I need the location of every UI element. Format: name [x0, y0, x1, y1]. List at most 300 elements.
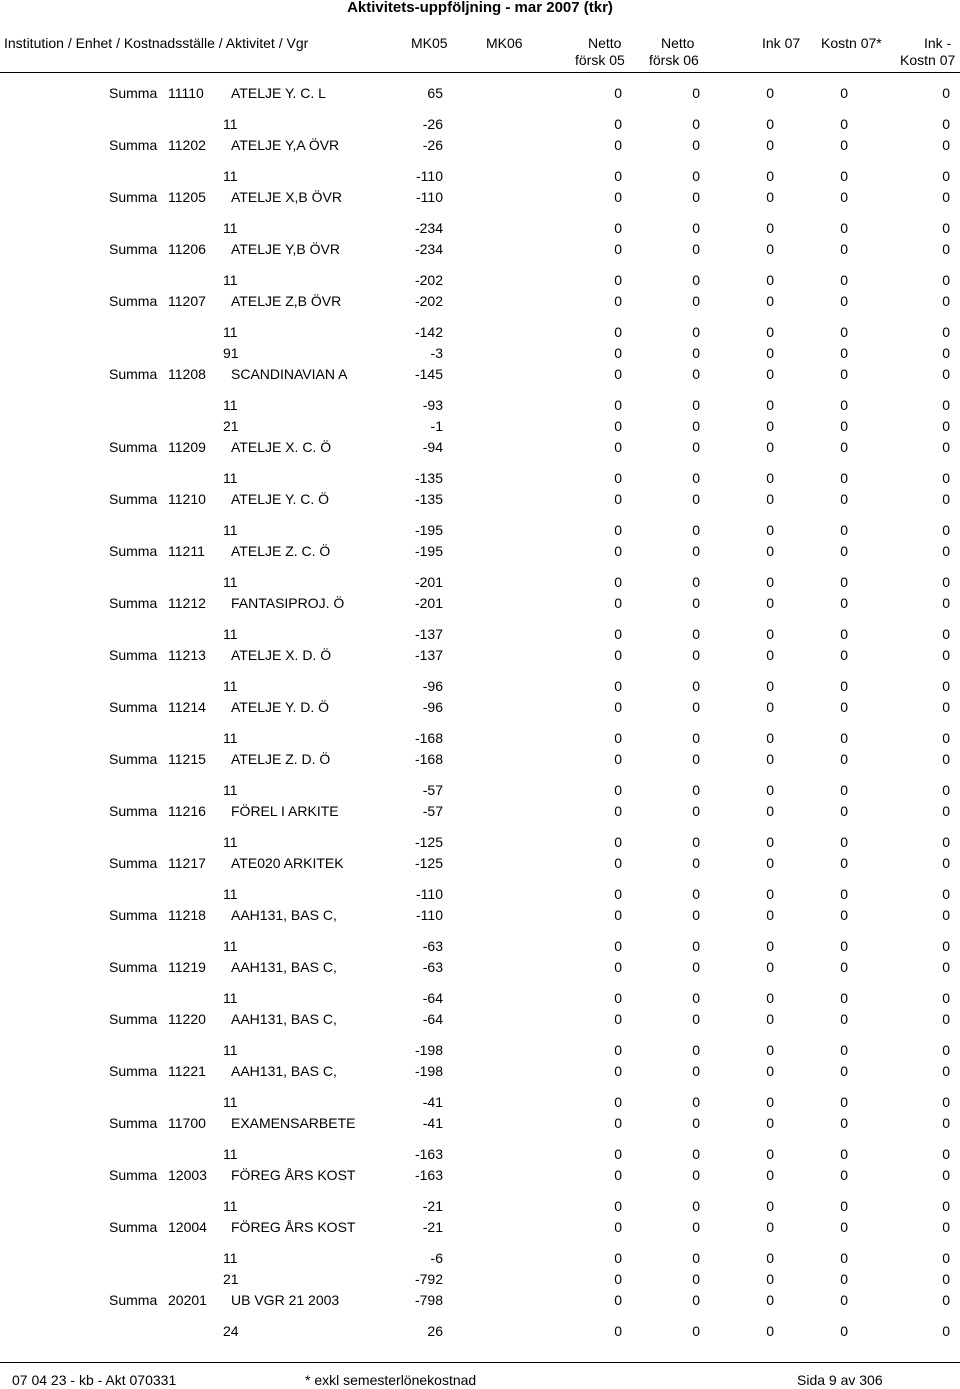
- vgr-code: 11: [223, 168, 238, 184]
- value-cell: 0: [766, 470, 774, 486]
- value-cell: 0: [692, 491, 700, 507]
- vgr-code: 11: [223, 397, 238, 413]
- value-cell: 0: [692, 855, 700, 871]
- value-cell: 0: [766, 397, 774, 413]
- row-label: Summa: [109, 137, 158, 153]
- detail-row: [0, 729, 960, 747]
- row-label: Summa: [109, 595, 158, 611]
- summary-row: [0, 136, 960, 154]
- value-cell: 0: [766, 959, 774, 975]
- value-cell: 0: [692, 1011, 700, 1027]
- value-cell: 0: [942, 855, 950, 871]
- value-cell: 0: [840, 1271, 848, 1287]
- summary-row: [0, 698, 960, 716]
- vgr-code: 11: [223, 470, 238, 486]
- mk05-value: 26: [427, 1323, 443, 1339]
- value-cell: 0: [840, 1323, 848, 1339]
- value-cell: 0: [942, 1063, 950, 1079]
- value-cell: 0: [840, 1115, 848, 1131]
- mk05-value: -57: [422, 782, 443, 798]
- value-cell: 0: [840, 522, 848, 538]
- detail-row: [0, 833, 960, 851]
- mk05-value: -57: [422, 803, 443, 819]
- value-cell: 0: [614, 1167, 622, 1183]
- value-cell: 0: [942, 1250, 950, 1266]
- row-label: Summa: [109, 1219, 158, 1235]
- value-cell: 0: [766, 220, 774, 236]
- detail-row: [0, 417, 960, 435]
- row-description: ATELJE X,B ÖVR: [231, 189, 342, 205]
- value-cell: 0: [614, 1198, 622, 1214]
- vgr-code: 24: [223, 1323, 239, 1339]
- value-cell: 0: [766, 345, 774, 361]
- value-cell: 0: [766, 990, 774, 1006]
- value-cell: 0: [692, 1167, 700, 1183]
- value-cell: 0: [614, 730, 622, 746]
- detail-row: [0, 1322, 960, 1340]
- detail-row: [0, 1093, 960, 1111]
- value-cell: 0: [766, 751, 774, 767]
- row-label: Summa: [109, 1063, 158, 1079]
- value-cell: 0: [840, 730, 848, 746]
- vgr-code: 21: [223, 418, 239, 434]
- mk05-value: -64: [422, 1011, 443, 1027]
- value-cell: 0: [942, 1167, 950, 1183]
- value-cell: 0: [942, 116, 950, 132]
- value-cell: 0: [942, 1198, 950, 1214]
- summary-row: [0, 490, 960, 508]
- value-cell: 0: [692, 137, 700, 153]
- row-description: SCANDINAVIAN A: [231, 366, 348, 382]
- value-cell: 0: [692, 366, 700, 382]
- value-cell: 0: [692, 1271, 700, 1287]
- value-cell: 0: [942, 1323, 950, 1339]
- detail-row: [0, 885, 960, 903]
- value-cell: 0: [840, 418, 848, 434]
- value-cell: 0: [692, 907, 700, 923]
- summary-row: [0, 646, 960, 664]
- row-label: Summa: [109, 366, 158, 382]
- value-cell: 0: [766, 595, 774, 611]
- row-label: Summa: [109, 85, 158, 101]
- value-cell: 0: [614, 137, 622, 153]
- value-cell: 0: [942, 491, 950, 507]
- value-cell: 0: [692, 1063, 700, 1079]
- value-cell: 0: [766, 1271, 774, 1287]
- header-kostn07: Kostn 07*: [821, 35, 882, 51]
- detail-row: [0, 167, 960, 185]
- value-cell: 0: [840, 85, 848, 101]
- mk05-value: -125: [414, 855, 443, 871]
- value-cell: 0: [692, 699, 700, 715]
- value-cell: 0: [692, 220, 700, 236]
- value-cell: 0: [766, 730, 774, 746]
- value-cell: 0: [766, 137, 774, 153]
- value-cell: 0: [942, 366, 950, 382]
- mk05-value: -168: [414, 751, 443, 767]
- value-cell: 0: [942, 397, 950, 413]
- value-cell: 0: [942, 439, 950, 455]
- cost-center-code: 11219: [168, 959, 206, 975]
- value-cell: 0: [766, 834, 774, 850]
- mk05-value: -26: [422, 137, 443, 153]
- value-cell: 0: [692, 418, 700, 434]
- vgr-code: 11: [223, 626, 238, 642]
- mk05-value: -96: [422, 699, 443, 715]
- value-cell: 0: [942, 470, 950, 486]
- value-cell: 0: [942, 324, 950, 340]
- mk05-value: -135: [414, 470, 443, 486]
- row-label: Summa: [109, 189, 158, 205]
- value-cell: 0: [692, 85, 700, 101]
- row-label: Summa: [109, 1292, 158, 1308]
- value-cell: 0: [614, 345, 622, 361]
- mk05-value: -93: [422, 397, 443, 413]
- value-cell: 0: [766, 1115, 774, 1131]
- value-cell: 0: [614, 907, 622, 923]
- value-cell: 0: [840, 137, 848, 153]
- mk05-value: -234: [414, 241, 443, 257]
- vgr-code: 11: [223, 116, 238, 132]
- value-cell: 0: [766, 324, 774, 340]
- row-description: UB VGR 21 2003: [231, 1292, 340, 1308]
- value-cell: 0: [614, 595, 622, 611]
- value-cell: 0: [766, 491, 774, 507]
- value-cell: 0: [840, 574, 848, 590]
- value-cell: 0: [692, 1323, 700, 1339]
- value-cell: 0: [692, 272, 700, 288]
- value-cell: 0: [942, 543, 950, 559]
- value-cell: 0: [942, 137, 950, 153]
- mk05-value: -195: [414, 522, 443, 538]
- row-description: ATELJE Y. C. L: [231, 85, 326, 101]
- value-cell: 0: [840, 470, 848, 486]
- detail-row: [0, 625, 960, 643]
- summary-row: [0, 802, 960, 820]
- value-cell: 0: [840, 699, 848, 715]
- row-description: FÖREL I ARKITE: [231, 803, 339, 819]
- value-cell: 0: [840, 397, 848, 413]
- value-cell: 0: [840, 1198, 848, 1214]
- value-cell: 0: [692, 470, 700, 486]
- value-cell: 0: [840, 168, 848, 184]
- vgr-code: 11: [223, 522, 238, 538]
- value-cell: 0: [614, 647, 622, 663]
- value-cell: 0: [692, 1146, 700, 1162]
- value-cell: 0: [766, 678, 774, 694]
- summary-row: [0, 84, 960, 102]
- detail-row: [0, 1145, 960, 1163]
- mk05-value: -201: [414, 574, 443, 590]
- header-inkkostn-line2: Kostn 07: [900, 52, 956, 68]
- mk05-value: -234: [414, 220, 443, 236]
- value-cell: 0: [766, 189, 774, 205]
- value-cell: 0: [614, 1219, 622, 1235]
- value-cell: 0: [840, 1042, 848, 1058]
- summary-row: [0, 958, 960, 976]
- summary-row: [0, 1062, 960, 1080]
- value-cell: 0: [614, 543, 622, 559]
- value-cell: 0: [840, 1250, 848, 1266]
- value-cell: 0: [766, 272, 774, 288]
- mk05-value: -41: [422, 1115, 443, 1131]
- row-label: Summa: [109, 439, 158, 455]
- mk05-value: -110: [416, 168, 443, 184]
- summary-row: [0, 1218, 960, 1236]
- footer-divider: [0, 1362, 960, 1363]
- value-cell: 0: [840, 855, 848, 871]
- cost-center-code: 11206: [168, 241, 206, 257]
- mk05-value: -3: [430, 345, 443, 361]
- value-cell: 0: [840, 834, 848, 850]
- detail-row: [0, 521, 960, 539]
- value-cell: 0: [766, 1323, 774, 1339]
- value-cell: 0: [614, 272, 622, 288]
- vgr-code: 91: [223, 345, 239, 361]
- row-description: ATELJE Y,B ÖVR: [231, 241, 340, 257]
- value-cell: 0: [840, 803, 848, 819]
- value-cell: 0: [692, 678, 700, 694]
- value-cell: 0: [840, 491, 848, 507]
- summary-row: [0, 854, 960, 872]
- row-description: ATELJE X. C. Ö: [231, 439, 332, 455]
- value-cell: 0: [942, 1292, 950, 1308]
- value-cell: 0: [692, 543, 700, 559]
- vgr-code: 11: [223, 730, 238, 746]
- value-cell: 0: [942, 189, 950, 205]
- row-label: Summa: [109, 1115, 158, 1131]
- vgr-code: 11: [223, 1146, 238, 1162]
- summary-row: [0, 188, 960, 206]
- value-cell: 0: [840, 1167, 848, 1183]
- row-description: FANTASIPROJ. Ö: [231, 595, 345, 611]
- value-cell: 0: [942, 626, 950, 642]
- summary-row: [0, 1291, 960, 1309]
- row-label: Summa: [109, 699, 158, 715]
- value-cell: 0: [942, 803, 950, 819]
- detail-row: [0, 937, 960, 955]
- cost-center-code: 11216: [168, 803, 206, 819]
- mk05-value: -125: [414, 834, 443, 850]
- summary-row: [0, 1166, 960, 1184]
- mk05-value: -798: [414, 1292, 443, 1308]
- value-cell: 0: [614, 241, 622, 257]
- value-cell: 0: [692, 1250, 700, 1266]
- cost-center-code: 11214: [168, 699, 206, 715]
- value-cell: 0: [614, 938, 622, 954]
- mk05-value: -1: [430, 418, 443, 434]
- row-description: ATELJE Z,B ÖVR: [231, 293, 342, 309]
- value-cell: 0: [942, 1146, 950, 1162]
- value-cell: 0: [614, 751, 622, 767]
- mk05-value: -163: [414, 1167, 443, 1183]
- value-cell: 0: [692, 439, 700, 455]
- value-cell: 0: [840, 1094, 848, 1110]
- value-cell: 0: [692, 782, 700, 798]
- value-cell: 0: [692, 959, 700, 975]
- row-label: Summa: [109, 647, 158, 663]
- value-cell: 0: [840, 959, 848, 975]
- value-cell: 0: [692, 647, 700, 663]
- vgr-code: 11: [223, 678, 238, 694]
- value-cell: 0: [766, 543, 774, 559]
- value-cell: 0: [766, 1167, 774, 1183]
- value-cell: 0: [942, 647, 950, 663]
- value-cell: 0: [766, 85, 774, 101]
- value-cell: 0: [942, 886, 950, 902]
- mk05-value: -135: [414, 491, 443, 507]
- cost-center-code: 11213: [168, 647, 206, 663]
- mk05-value: -110: [416, 907, 443, 923]
- value-cell: 0: [840, 1146, 848, 1162]
- value-cell: 0: [942, 1115, 950, 1131]
- value-cell: 0: [614, 1011, 622, 1027]
- mk05-value: -63: [422, 959, 443, 975]
- detail-row: [0, 1270, 960, 1288]
- vgr-code: 11: [223, 1250, 238, 1266]
- value-cell: 0: [614, 782, 622, 798]
- value-cell: 0: [766, 241, 774, 257]
- mk05-value: -110: [416, 886, 443, 902]
- value-cell: 0: [766, 1063, 774, 1079]
- mk05-value: -168: [414, 730, 443, 746]
- summary-row: [0, 365, 960, 383]
- value-cell: 0: [942, 1219, 950, 1235]
- value-cell: 0: [840, 1011, 848, 1027]
- value-cell: 0: [840, 647, 848, 663]
- value-cell: 0: [840, 907, 848, 923]
- value-cell: 0: [766, 439, 774, 455]
- value-cell: 0: [942, 293, 950, 309]
- value-cell: 0: [942, 220, 950, 236]
- value-cell: 0: [840, 345, 848, 361]
- value-cell: 0: [942, 595, 950, 611]
- value-cell: 0: [840, 189, 848, 205]
- footer-center: * exkl semesterlönekostnad: [305, 1372, 477, 1388]
- mk05-value: -202: [414, 272, 443, 288]
- value-cell: 0: [692, 522, 700, 538]
- value-cell: 0: [692, 241, 700, 257]
- value-cell: 0: [692, 168, 700, 184]
- summary-row: [0, 1114, 960, 1132]
- report-title: Aktivitets-uppföljning - mar 2007 (tkr): [347, 0, 613, 16]
- value-cell: 0: [692, 730, 700, 746]
- row-description: ATELJE Y. D. Ö: [231, 699, 330, 715]
- value-cell: 0: [942, 907, 950, 923]
- mk05-value: -21: [422, 1219, 443, 1235]
- mk05-value: -145: [414, 366, 443, 382]
- value-cell: 0: [942, 730, 950, 746]
- value-cell: 0: [614, 418, 622, 434]
- header-mk06: MK06: [486, 35, 523, 51]
- value-cell: 0: [614, 397, 622, 413]
- value-cell: 0: [614, 470, 622, 486]
- value-cell: 0: [614, 324, 622, 340]
- value-cell: 0: [942, 834, 950, 850]
- cost-center-code: 11205: [168, 189, 206, 205]
- footer-left: 07 04 23 - kb - Akt 070331: [12, 1372, 177, 1388]
- summary-row: [0, 906, 960, 924]
- value-cell: 0: [766, 1219, 774, 1235]
- value-cell: 0: [614, 522, 622, 538]
- value-cell: 0: [840, 1063, 848, 1079]
- value-cell: 0: [942, 241, 950, 257]
- row-description: ATELJE Z. C. Ö: [231, 543, 331, 559]
- row-description: ATELJE Y. C. Ö: [231, 491, 330, 507]
- vgr-code: 11: [223, 938, 238, 954]
- mk05-value: -201: [414, 595, 443, 611]
- header-group: Institution / Enhet / Kostnadsställe / Aktivitet / Vgr: [4, 35, 309, 51]
- value-cell: 0: [766, 647, 774, 663]
- value-cell: 0: [614, 85, 622, 101]
- value-cell: 0: [766, 1042, 774, 1058]
- mk05-value: -142: [414, 324, 443, 340]
- value-cell: 0: [840, 241, 848, 257]
- mk05-value: -96: [422, 678, 443, 694]
- value-cell: 0: [942, 85, 950, 101]
- vgr-code: 11: [223, 990, 238, 1006]
- value-cell: 0: [692, 990, 700, 1006]
- value-cell: 0: [840, 1292, 848, 1308]
- vgr-code: 11: [223, 574, 238, 590]
- cost-center-code: 12004: [168, 1219, 207, 1235]
- value-cell: 0: [840, 678, 848, 694]
- value-cell: 0: [614, 439, 622, 455]
- value-cell: 0: [692, 803, 700, 819]
- value-cell: 0: [840, 324, 848, 340]
- value-cell: 0: [942, 678, 950, 694]
- row-label: Summa: [109, 855, 158, 871]
- value-cell: 0: [692, 1198, 700, 1214]
- value-cell: 0: [840, 626, 848, 642]
- cost-center-code: 12003: [168, 1167, 207, 1183]
- cost-center-code: 11218: [168, 907, 206, 923]
- value-cell: 0: [766, 522, 774, 538]
- mk05-value: -41: [422, 1094, 443, 1110]
- vgr-code: 11: [223, 220, 238, 236]
- value-cell: 0: [614, 803, 622, 819]
- summary-row: [0, 542, 960, 560]
- detail-row: [0, 396, 960, 414]
- value-cell: 0: [840, 751, 848, 767]
- value-cell: 0: [840, 595, 848, 611]
- mk05-value: -63: [422, 938, 443, 954]
- vgr-code: 11: [223, 1094, 238, 1110]
- row-description: AAH131, BAS C,: [231, 907, 337, 923]
- vgr-code: 11: [223, 272, 238, 288]
- value-cell: 0: [614, 699, 622, 715]
- value-cell: 0: [692, 595, 700, 611]
- mk05-value: -198: [414, 1042, 443, 1058]
- cost-center-code: 11215: [168, 751, 206, 767]
- cost-center-code: 11110: [168, 85, 204, 101]
- value-cell: 0: [942, 1011, 950, 1027]
- row-label: Summa: [109, 241, 158, 257]
- value-cell: 0: [692, 1115, 700, 1131]
- value-cell: 0: [766, 803, 774, 819]
- row-description: FÖREG ÅRS KOST: [231, 1167, 356, 1183]
- mk05-value: 65: [427, 85, 443, 101]
- value-cell: 0: [614, 678, 622, 694]
- row-label: Summa: [109, 959, 158, 975]
- vgr-code: 11: [223, 1198, 238, 1214]
- value-cell: 0: [692, 626, 700, 642]
- header-netto05-line1: Netto: [588, 35, 622, 51]
- header-ink07: Ink 07: [762, 35, 801, 51]
- mk05-value: -6: [430, 1250, 443, 1266]
- value-cell: 0: [692, 397, 700, 413]
- value-cell: 0: [942, 418, 950, 434]
